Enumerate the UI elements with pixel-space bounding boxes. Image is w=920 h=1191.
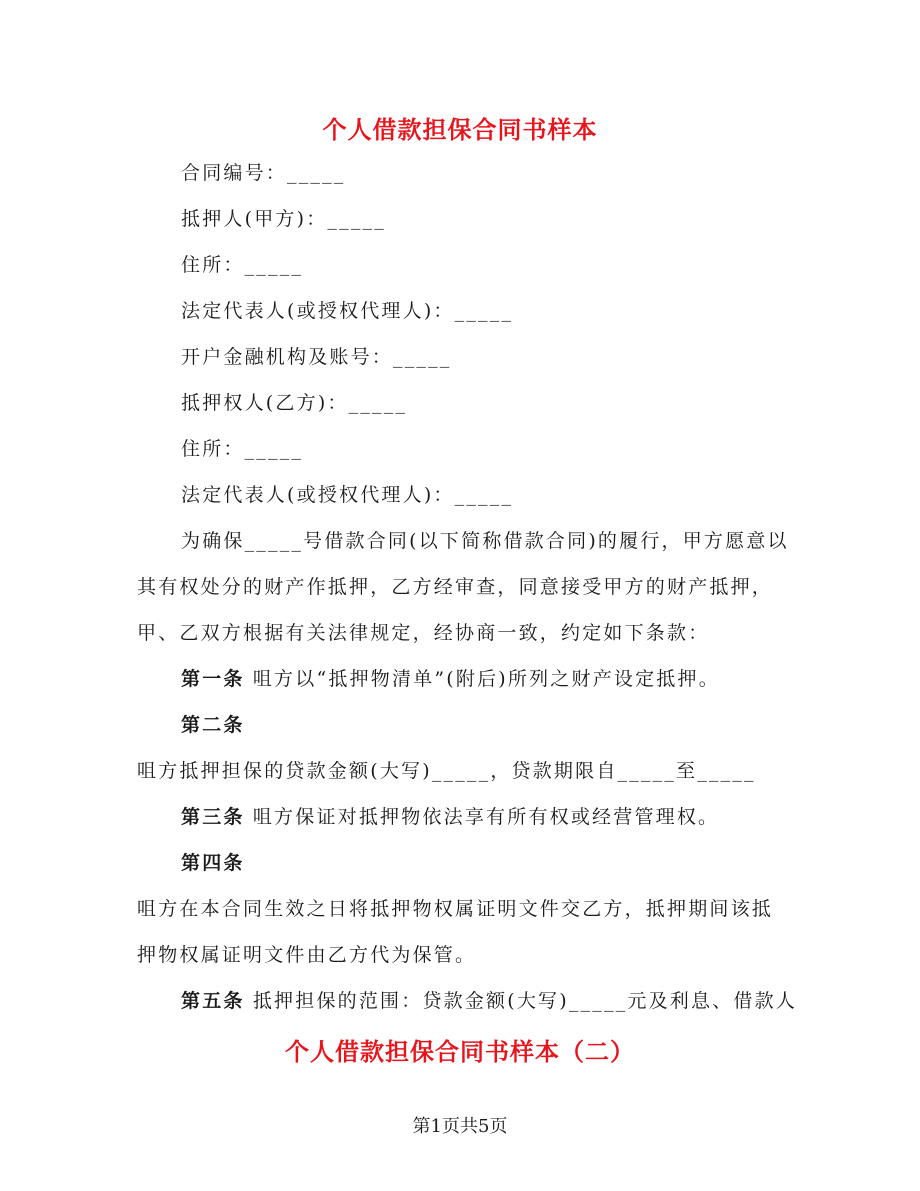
article-1-label: 第一条 [181, 668, 245, 690]
article-5-text: 抵押担保的范围：贷款金额(大写)_____元及利息、借款人 [244, 990, 797, 1012]
article-4-text-line-1: 咀方在本合同生效之日将抵押物权属证明文件交乙方，抵押期间该抵 [137, 898, 774, 920]
mortgagee-field: 抵押权人(乙方)：_____ [181, 392, 408, 414]
mortgagor-legal-rep-field: 法定代表人(或授权代理人)：_____ [181, 300, 514, 322]
preamble-line-3: 甲、乙双方根据有关法律规定，经协商一致，约定如下条款： [137, 622, 710, 644]
contract-number-field: 合同编号：_____ [181, 162, 346, 184]
article-3-label: 第三条 [181, 806, 245, 828]
bank-account-field: 开户金融机构及账号：_____ [181, 346, 452, 368]
mortgagee-legal-rep-field: 法定代表人(或授权代理人)：_____ [181, 484, 514, 506]
article-5-label: 第五条 [181, 990, 245, 1012]
article-3-text: 咀方保证对抵押物依法享有所有权或经营管理权。 [244, 806, 720, 828]
article-4-text-line-2: 押物权属证明文件由乙方代为保管。 [137, 944, 477, 966]
preamble-line-1: 为确保_____号借款合同(以下简称借款合同)的履行，甲方愿意以 [181, 530, 789, 552]
document-title: 个人借款担保合同书样本 [322, 115, 598, 144]
mortgagor-field: 抵押人(甲方)：_____ [181, 208, 386, 230]
page-number-footer: 第1页共5页 [412, 1116, 508, 1137]
article-2-text: 咀方抵押担保的贷款金额(大写)_____，贷款期限自_____至_____ [137, 760, 756, 782]
article-1-text: 咀方以“抵押物清单”(附后)所列之财产设定抵押。 [244, 668, 720, 690]
article-3 [181, 804, 719, 830]
preamble-line-2: 其有权处分的财产作抵押，乙方经审查，同意接受甲方的财产抵押， [137, 576, 774, 598]
article-5 [181, 988, 797, 1014]
article-4-label: 第四条 [181, 852, 245, 874]
second-document-title: 个人借款担保合同书样本（二） [285, 1037, 635, 1066]
article-1 [181, 666, 720, 692]
mortgagee-address-field: 住所：_____ [181, 438, 304, 460]
mortgagor-address-field: 住所：_____ [181, 254, 304, 276]
article-2-label: 第二条 [181, 714, 245, 736]
